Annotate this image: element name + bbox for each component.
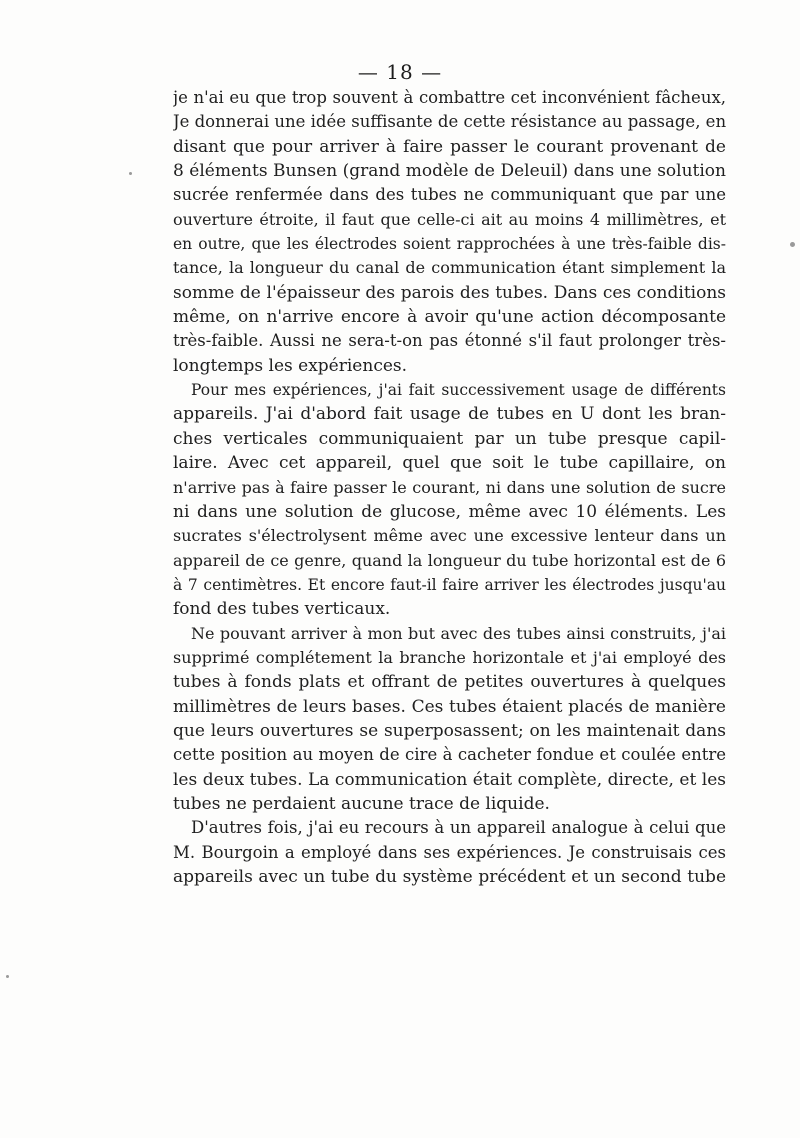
text-line: je n'ai eu que trop souvent à combattre cet inconvénient fâcheux, (173, 88, 726, 107)
text-line: à 7 centimètres. Et encore faut-il faire arriver les électrodes jusqu'au (173, 575, 726, 594)
text-line: cette position au moyen de cire à cacheter fondue et coulée entre (173, 745, 726, 765)
text-line: sucrates s'électrolysent même avec une excessive lenteur dans un (173, 526, 726, 546)
scan-speck (129, 172, 132, 175)
text-line: appareil de ce genre, quand la longueur du tube horizontal est de 6 (173, 550, 726, 570)
text-line: ouverture étroite, il faut que celle-ci ait au moins 4 millimètres, et (173, 209, 726, 229)
text-line: tubes à fonds plats et offrant de petites ouvertures à quelques (173, 672, 726, 693)
body-text (173, 86, 726, 889)
text-line: disant que pour arriver à faire passer le courant provenant de (173, 136, 726, 157)
text-line: les deux tubes. La communication était complète, directe, et les (173, 769, 726, 790)
text-line: M. Bourgoin a employé dans ses expériences. Je construisais ces (173, 842, 726, 862)
text-line: Je donnerai une idée suffisante de cette résistance au passage, en (173, 112, 726, 132)
scan-speck (790, 242, 795, 247)
text-line: même, on n'arrive encore à avoir qu'une action décomposante (173, 307, 726, 328)
text-line: sucrée renfermée dans des tubes ne communiquant que par une (173, 185, 726, 205)
text-line: ni dans une solution de glucose, même avec 10 éléments. Les (173, 501, 726, 522)
scan-speck (6, 975, 9, 978)
text-line: n'arrive pas à faire passer le courant, ni dans une solution de sucre (173, 477, 726, 497)
text-line: somme de l'épaisseur des parois des tubes. Dans ces conditions (173, 282, 726, 303)
text-line: millimètres de leurs bases. Ces tubes étaient placés de manière (173, 696, 726, 717)
text-line: tubes ne perdaient aucune trace de liquide. (173, 793, 550, 814)
text-line: fond des tubes verticaux. (173, 599, 391, 620)
text-line: D'autres fois, j'ai eu recours à un appareil analogue à celui que (191, 818, 726, 838)
text-line: très-faible. Aussi ne sera-t-on pas étonné s'il faut prolonger très- (173, 331, 726, 351)
text-line: Pour mes expériences, j'ai fait successivement usage de différents (191, 381, 726, 400)
text-line: 8 éléments Bunsen (grand modèle de Deleuil) dans une solution (173, 161, 726, 182)
text-line: ches verticales communiquaient par un tube presque capil- (173, 428, 726, 449)
text-line: Ne pouvant arriver à mon but avec des tubes ainsi construits, j'ai (191, 623, 726, 643)
text-line: appareils avec un tube du système précédent et un second tube (173, 867, 726, 887)
text-line: appareils. J'ai d'abord fait usage de tubes en U dont les bran- (173, 404, 726, 425)
text-line: laire. Avec cet appareil, quel que soit le tube capillaire, on (173, 453, 726, 474)
page-number: — 18 — (357, 60, 443, 84)
text-line: que leurs ouvertures se superposassent; on les maintenait dans (173, 720, 726, 741)
text-line: longtemps les expériences. (173, 355, 408, 376)
text-line: tance, la longueur du canal de communication étant simplement la (173, 258, 726, 278)
text-line: en outre, que les électrodes soient rapprochées à une très-faible dis- (173, 235, 726, 254)
text-line: supprimé complétement la branche horizontale et j'ai employé des (173, 647, 726, 667)
